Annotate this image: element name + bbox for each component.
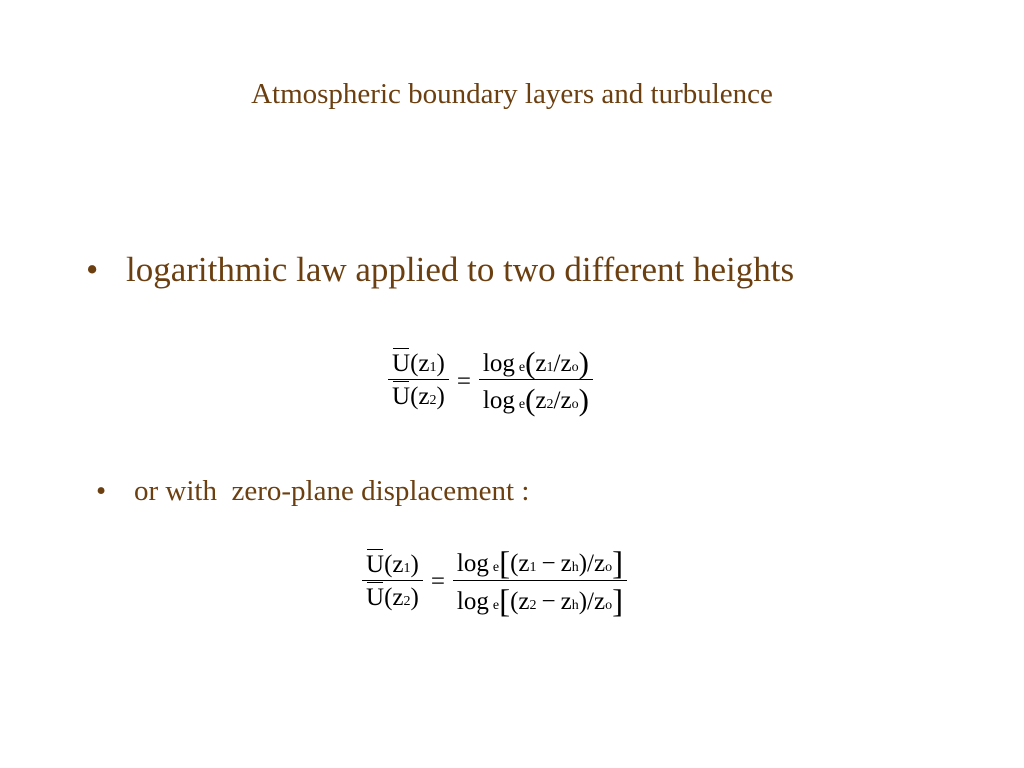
minus-sign: − bbox=[541, 587, 556, 615]
right-bracket: ] bbox=[612, 546, 624, 582]
minus-sign: − bbox=[541, 550, 556, 577]
arg-open: (z bbox=[410, 350, 430, 377]
arg-open: (z bbox=[384, 550, 404, 578]
left-bracket: [ bbox=[499, 546, 511, 582]
log-operator: log bbox=[456, 550, 489, 577]
mean-wind-symbol: U bbox=[366, 550, 385, 578]
divide-z: /z bbox=[553, 387, 572, 414]
slide-title: Atmospheric boundary layers and turbulence bbox=[251, 78, 773, 110]
subscript: o bbox=[605, 597, 613, 613]
subscript: o bbox=[571, 397, 579, 412]
rhs-fraction bbox=[453, 546, 627, 620]
subscript: 1 bbox=[529, 560, 537, 575]
variable-z: z bbox=[560, 550, 572, 577]
lhs-fraction bbox=[362, 551, 423, 613]
arg-close: ) bbox=[410, 583, 419, 611]
log-base: e bbox=[518, 360, 526, 375]
arg-open: (z bbox=[510, 587, 530, 615]
left-paren: ( bbox=[525, 382, 536, 417]
rhs-fraction bbox=[479, 346, 593, 416]
left-bracket: [ bbox=[499, 583, 511, 620]
arg-open: (z bbox=[384, 583, 404, 611]
lhs-denominator bbox=[362, 581, 423, 613]
divide-z: /z bbox=[553, 350, 572, 377]
log-operator: log bbox=[482, 387, 515, 414]
lhs-numerator bbox=[362, 551, 423, 581]
variable-z: z bbox=[535, 387, 547, 414]
log-base: e bbox=[492, 597, 500, 613]
bullet-marker: • bbox=[96, 475, 107, 507]
subscript: 2 bbox=[403, 593, 411, 609]
subscript: 1 bbox=[403, 560, 411, 576]
right-bracket: ] bbox=[612, 583, 624, 620]
log-operator: log bbox=[482, 350, 515, 377]
rhs-numerator bbox=[453, 546, 627, 581]
right-paren: ) bbox=[578, 345, 589, 380]
arg-open: (z bbox=[510, 550, 530, 577]
subscript: 2 bbox=[546, 397, 554, 412]
arg-close: ) bbox=[410, 550, 419, 578]
equals-sign: = bbox=[430, 568, 445, 596]
equation-log-law bbox=[388, 346, 593, 416]
variable-z: z bbox=[560, 587, 572, 615]
rhs-numerator bbox=[479, 346, 593, 380]
variable-z: z bbox=[535, 350, 547, 377]
subscript: h bbox=[571, 597, 579, 613]
lhs-fraction bbox=[388, 350, 449, 412]
lhs-denominator bbox=[388, 380, 449, 412]
bullet-marker: • bbox=[86, 250, 99, 289]
bullet-item-log-law bbox=[86, 250, 794, 290]
arg-close: )/z bbox=[578, 550, 606, 577]
equation-zero-plane bbox=[362, 546, 627, 620]
lhs-numerator bbox=[388, 350, 449, 380]
arg-close: ) bbox=[436, 350, 445, 377]
log-base: e bbox=[518, 397, 526, 412]
subscript: 2 bbox=[429, 393, 437, 408]
arg-close: )/z bbox=[578, 587, 606, 615]
right-paren: ) bbox=[578, 382, 589, 417]
mean-wind-symbol: U bbox=[366, 583, 385, 611]
subscript: 1 bbox=[546, 360, 554, 375]
subscript: o bbox=[605, 560, 613, 575]
subscript: h bbox=[571, 560, 579, 575]
equals-sign: = bbox=[456, 367, 471, 395]
rhs-denominator bbox=[479, 380, 593, 416]
subscript: 1 bbox=[429, 360, 437, 375]
mean-wind-symbol: U bbox=[392, 350, 411, 377]
log-base: e bbox=[492, 560, 500, 575]
arg-open: (z bbox=[410, 383, 430, 410]
bullet-text: or with zero-plane displacement : bbox=[134, 475, 530, 507]
bullet-item-zero-plane bbox=[96, 475, 529, 508]
mean-wind-symbol: U bbox=[392, 383, 411, 410]
subscript: o bbox=[571, 360, 579, 375]
arg-close: ) bbox=[436, 383, 445, 410]
log-operator: log bbox=[456, 587, 489, 615]
bullet-text: logarithmic law applied to two different heights bbox=[126, 250, 795, 289]
rhs-denominator bbox=[453, 581, 627, 618]
subscript: 2 bbox=[529, 597, 537, 613]
left-paren: ( bbox=[525, 345, 536, 380]
